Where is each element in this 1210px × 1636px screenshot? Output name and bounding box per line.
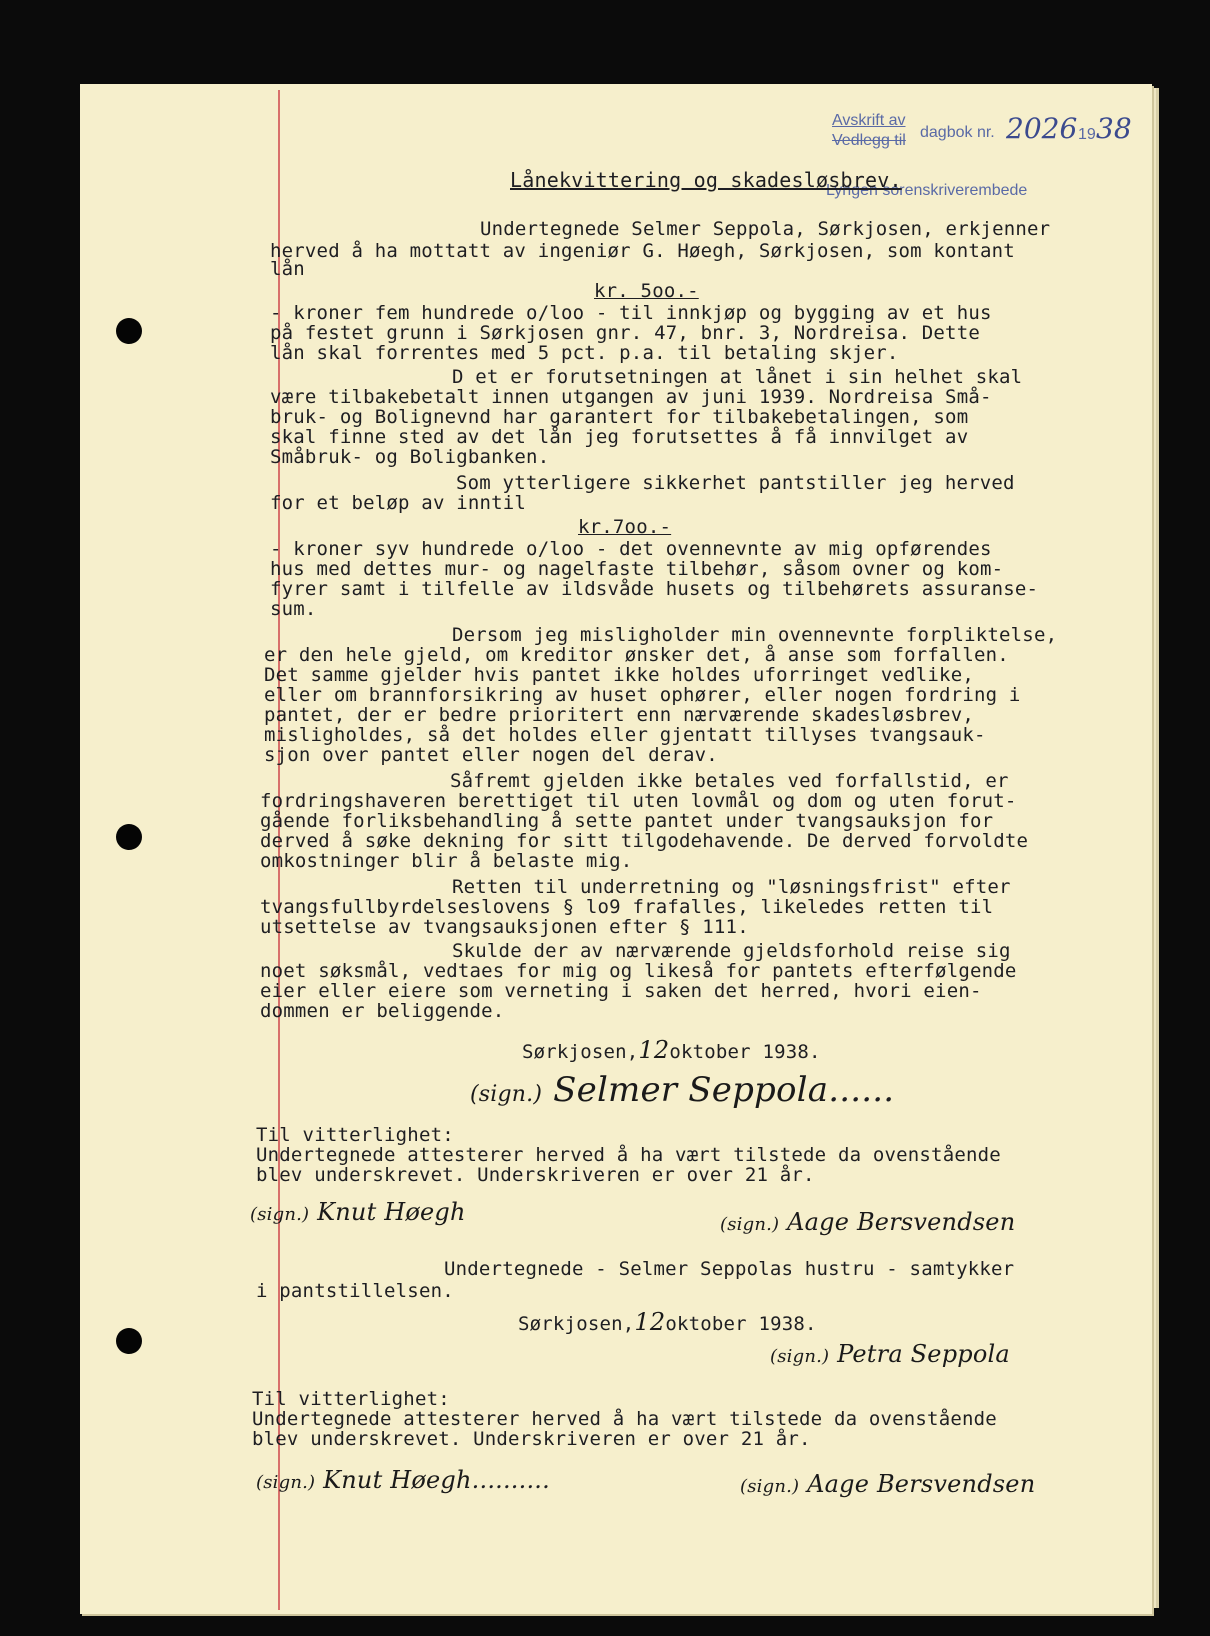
body-line: Som ytterligere sikkerhet pantstiller jeg herved (456, 472, 1015, 494)
body-line: dommen er beliggende. (260, 1000, 505, 1022)
body-line: - kroner fem hundrede o/loo - til innkjøp og bygging av et hus (270, 302, 992, 324)
punch-hole (116, 1328, 142, 1354)
stamp-year-hand: 38 (1096, 112, 1132, 145)
witness-signature-aage-2 (740, 1470, 1035, 1498)
witness-signature-knut-1 (250, 1198, 466, 1226)
stamp-line-1: Avskrift av (832, 112, 906, 129)
punch-hole (116, 824, 142, 850)
body-line: er den hele gjeld, om kreditor ønsker det, å anse som forfallen. (264, 644, 1009, 666)
date-day-handwritten: 12 (638, 1036, 670, 1064)
body-line: sjon over pantet eller nogen del derav. (264, 744, 718, 766)
place-date-1 (522, 1036, 821, 1064)
sign-prefix: (sign.) (770, 1346, 830, 1367)
body-line: - kroner syv hundrede o/loo - det ovennevnte av mig opførendes (270, 538, 992, 560)
body-line: Retten til underretning og "løsningsfrist" efter (452, 876, 1011, 898)
witness-name: Knut Høegh (323, 1466, 472, 1494)
signature-selmer: (sign.) Selmer Seppola...... (470, 1070, 895, 1110)
signature-petra (770, 1340, 1010, 1368)
witness-signature-knut-2: (sign.) Knut Høegh.......... (256, 1466, 550, 1494)
body-line: D et er forutsetningen at lånet i sin helhet skal (452, 366, 1023, 388)
witness-heading-2: Til vitterlighet: (252, 1388, 450, 1410)
body-line: Småbruk- og Boligbanken. (270, 446, 550, 468)
sign-prefix: (sign.) (256, 1472, 316, 1493)
stamp-number: 2026 (1006, 112, 1078, 145)
signature-name: Petra Seppola (837, 1340, 1010, 1368)
date-rest: oktober 1938. (669, 1041, 821, 1063)
witness-heading-1: Til vitterlighet: (256, 1124, 454, 1146)
date-rest: oktober 1938. (665, 1313, 817, 1335)
consent-line: Undertegnede - Selmer Seppolas hustru - samtykker (444, 1258, 1015, 1280)
body-line: skal finne sted av det lån jeg forutsettes å få innvilget av (270, 426, 969, 448)
stamp-year-printed: 19 (1078, 126, 1096, 143)
body-line: misligholdes, så det holdes eller gjentatt tillyses tvangsauk- (264, 724, 986, 746)
body-line: på festet grunn i Sørkjosen gnr. 47, bnr. 3, Nordreisa. Dette (270, 322, 980, 344)
body-line: lån (270, 258, 305, 280)
signature-name: Selmer Seppola (553, 1070, 829, 1110)
body-line: Dersom jeg misligholder min ovennevnte forpliktelse, (452, 624, 1058, 646)
witness-text-2: blev underskrevet. Underskriveren er over 21 år. (252, 1428, 811, 1450)
body-line: gående forliksbehandling å sette pantet under tvangsauksjon for (260, 810, 994, 832)
body-line: hus med dettes mur- og nagelfaste tilbehør, såsom ovner og kom- (270, 558, 1004, 580)
document-page (80, 84, 1152, 1614)
body-line: Såfremt gjelden ikke betales ved forfallstid, er (450, 770, 1009, 792)
witness-name: Aage Bersvendsen (787, 1208, 1016, 1236)
body-line: lån skal forrentes med 5 pct. p.a. til betaling skjer. (270, 342, 899, 364)
witness-signature-aage-1 (720, 1208, 1015, 1236)
punch-hole (116, 318, 142, 344)
loan-amount: kr. 5oo.- (594, 280, 699, 302)
witness-text-1: Undertegnede attesterer herved å ha vært tilstede da ovenstående (256, 1144, 1001, 1166)
document-title: Lånekvittering og skadesløsbrev. (510, 168, 902, 192)
body-line: eller om brannforsikring av huset ophører, eller nogen fordring i (264, 684, 1021, 706)
body-line: bruk- og Bolignevnd har garantert for tilbakebetalingen, som (270, 406, 969, 428)
body-line: herved å ha mottatt av ingeniør G. Høegh, Sørkjosen, som kontant (270, 240, 1015, 262)
body-line: fordringshaveren berettiget til uten lovmål og dom og uten forut- (260, 790, 1017, 812)
stamp-line-2: Vedlegg til (832, 132, 906, 149)
sign-prefix: (sign.) (470, 1082, 543, 1107)
consent-line: i pantstillelsen. (256, 1280, 454, 1302)
body-line: for et beløp av inntil (270, 492, 527, 514)
body-line: Det samme gjelder hvis pantet ikke holdes uforringet vedlike, (264, 664, 974, 686)
place: Sørkjosen, (518, 1313, 635, 1335)
witness-text-2: Undertegnede attesterer herved å ha vært tilstede da ovenstående (252, 1408, 997, 1430)
body-line: være tilbakebetalt innen utgangen av juni 1939. Nordreisa Små- (270, 386, 992, 408)
body-line: eier eller eiere som verneting i saken det herred, hvori eien- (260, 980, 982, 1002)
sign-prefix: (sign.) (250, 1204, 310, 1225)
body-line: Skulde der av nærværende gjeldsforhold reise sig (452, 940, 1011, 962)
body-line: Undertegnede Selmer Seppola, Sørkjosen, erkjenner (480, 218, 1051, 240)
body-line: fyrer samt i tilfelle av ildsvåde husets og tilbehørets assuranse- (270, 578, 1039, 600)
pledge-amount: kr.7oo.- (578, 516, 672, 538)
witness-text-1: blev underskrevet. Underskriveren er over 21 år. (256, 1164, 815, 1186)
witness-name: Knut Høegh (317, 1198, 466, 1226)
date-day-handwritten: 12 (634, 1308, 666, 1336)
sign-prefix: (sign.) (720, 1214, 780, 1235)
witness-name: Aage Bersvendsen (807, 1470, 1036, 1498)
body-line: pantet, der er bedre prioritert enn nærværende skadesløsbrev, (264, 704, 974, 726)
place-date-2 (518, 1308, 817, 1336)
place: Sørkjosen, (522, 1041, 639, 1063)
body-line: noet søksmål, vedtaes for mig og likeså for pantets efterfølgende (260, 960, 1017, 982)
body-line: sum. (270, 598, 317, 620)
body-line: omkostninger blir å belaste mig. (260, 850, 633, 872)
body-line: tvangsfullbyrdelseslovens § lo9 frafalles, likeledes retten til (260, 896, 994, 918)
body-line: derved å søke dekning for sitt tilgodehavende. De derved forvoldte (260, 830, 1029, 852)
sign-prefix: (sign.) (740, 1476, 800, 1497)
stamp-office: Lyngen sorenskriverembede (826, 182, 1028, 199)
stamp-label: dagbok nr. (920, 124, 995, 141)
body-line: utsettelse av tvangsauksjonen efter § 111. (260, 916, 749, 938)
